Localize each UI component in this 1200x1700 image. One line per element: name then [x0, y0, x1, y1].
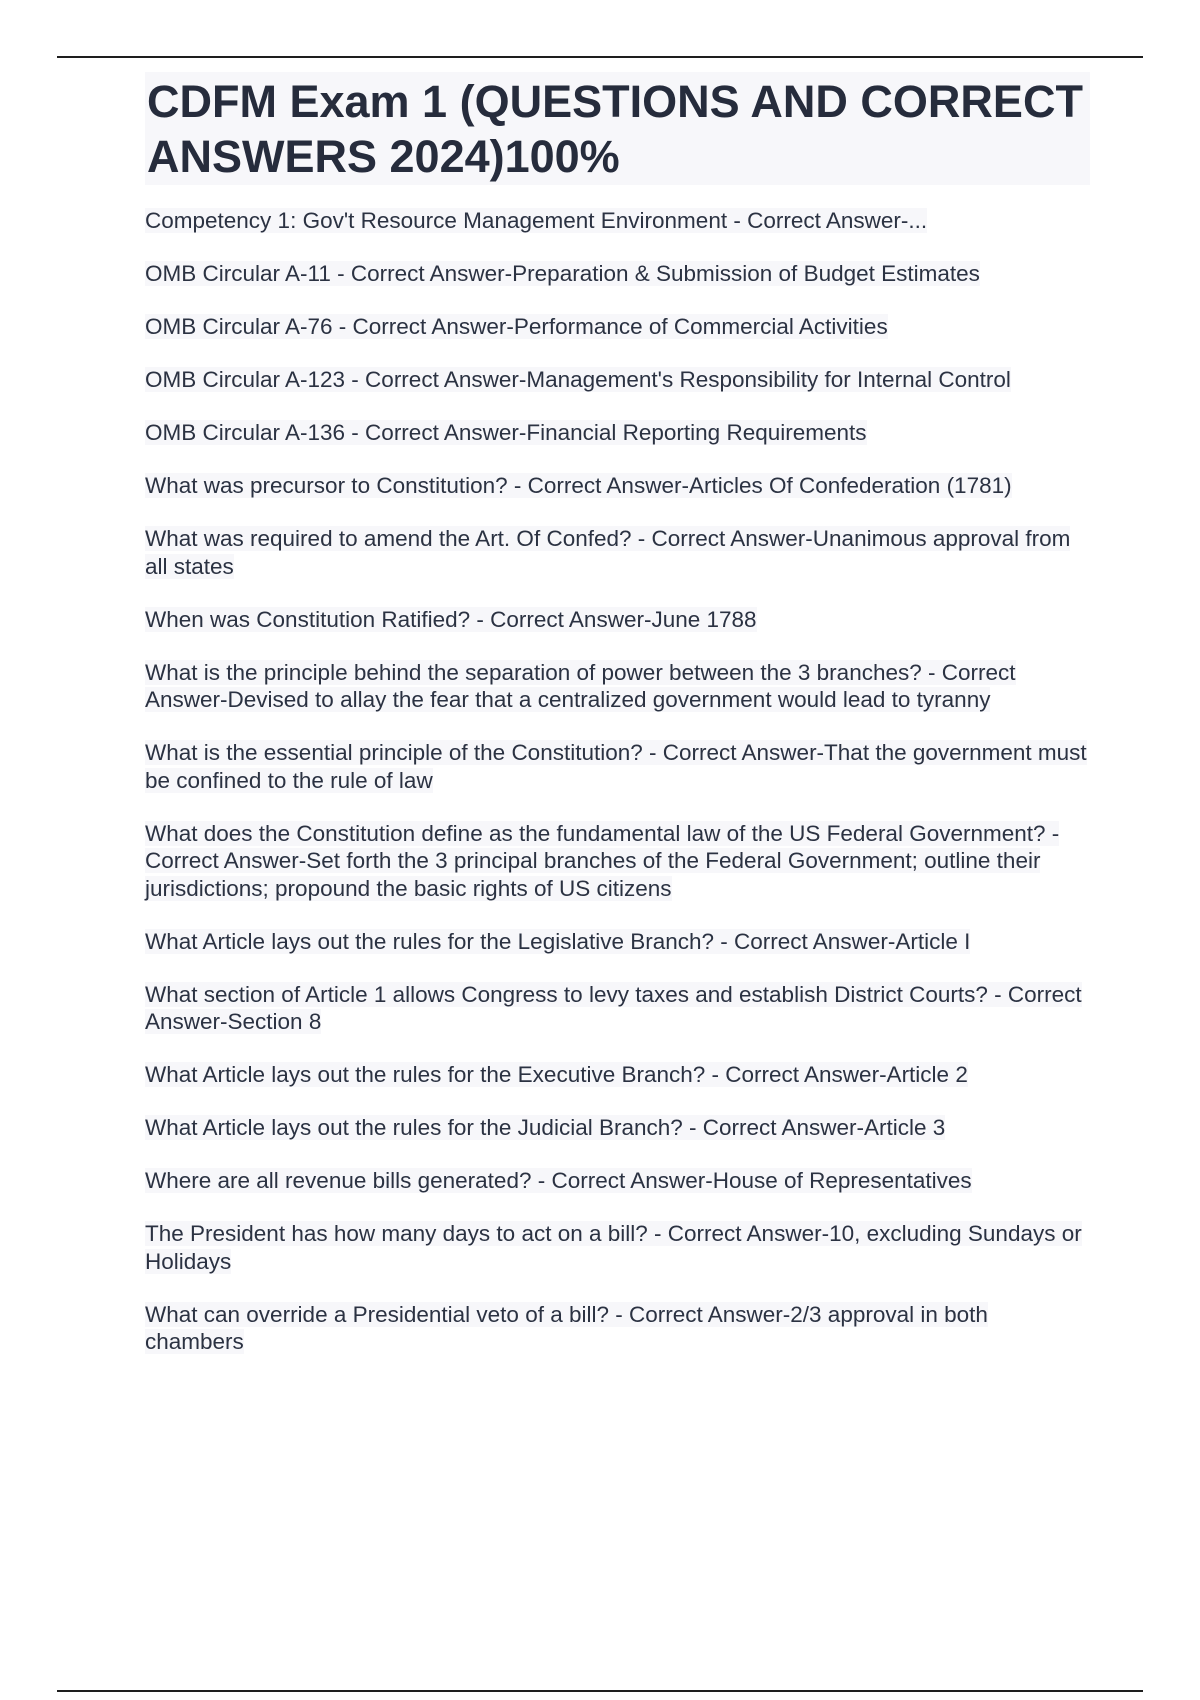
qa-item: [145, 260, 1090, 288]
qa-text: What does the Constitution define as the fundamental law of the US Federal Government? - Correct Answer-Set forth the 3 principal branches of the Federal Government; outline their jurisdictions; propound the basic rights of US citizens: [145, 820, 1060, 901]
qa-item: [145, 1301, 1090, 1356]
qa-list: [145, 207, 1090, 1356]
qa-text: OMB Circular A-11 - Correct Answer-Preparation & Submission of Budget Estimates: [145, 261, 980, 286]
qa-item: [145, 472, 1090, 500]
qa-text: What Article lays out the rules for the Executive Branch? - Correct Answer-Article 2: [145, 1062, 968, 1087]
qa-item: [145, 659, 1090, 714]
qa-text: Competency 1: Gov't Resource Management Environment - Correct Answer-...: [145, 208, 928, 233]
qa-text: OMB Circular A-136 - Correct Answer-Financial Reporting Requirements: [145, 420, 867, 445]
qa-text: What Article lays out the rules for the Judicial Branch? - Correct Answer-Article 3: [145, 1115, 946, 1140]
qa-text: What was required to amend the Art. Of Confed? - Correct Answer-Unanimous approval from all states: [145, 526, 1071, 579]
qa-item: [145, 313, 1090, 341]
qa-text: What is the essential principle of the Constitution? - Correct Answer-That the government must be confined to the rule of law: [145, 740, 1087, 793]
qa-text: What is the principle behind the separation of power between the 3 branches? - Correct Answer-Devised to allay the fear that a centralized government would lead to tyranny: [145, 659, 1016, 712]
qa-text: OMB Circular A-76 - Correct Answer-Performance of Commercial Activities: [145, 314, 888, 339]
qa-text: The President has how many days to act on a bill? - Correct Answer-10, excluding Sundays or Holidays: [145, 1221, 1082, 1274]
qa-item: [145, 1114, 1090, 1142]
document-body: [145, 72, 1090, 1381]
qa-text: When was Constitution Ratified? - Correct Answer-June 1788: [145, 606, 757, 632]
qa-item: [145, 207, 1090, 235]
qa-item: [145, 928, 1090, 956]
qa-item: [145, 820, 1090, 903]
qa-item: [145, 606, 1090, 634]
qa-text: OMB Circular A-123 - Correct Answer-Management's Responsibility for Internal Control: [145, 367, 1011, 392]
qa-text: What section of Article 1 allows Congress to levy taxes and establish District Courts? - Correct Answer-Section 8: [145, 981, 1082, 1034]
qa-text: What Article lays out the rules for the Legislative Branch? - Correct Answer-Article I: [145, 928, 971, 954]
qa-item: [145, 419, 1090, 447]
qa-item: [145, 366, 1090, 394]
top-rule: [57, 56, 1143, 58]
qa-text: Where are all revenue bills generated? - Correct Answer-House of Representatives: [145, 1168, 972, 1193]
qa-item: [145, 981, 1090, 1036]
document-title: CDFM Exam 1 (QUESTIONS AND CORRECT ANSWERS 2024)100%: [145, 72, 1090, 185]
qa-item: [145, 1220, 1090, 1275]
bottom-rule: [57, 1690, 1143, 1692]
qa-item: [145, 739, 1090, 794]
qa-item: [145, 1167, 1090, 1195]
qa-text: What was precursor to Constitution? - Correct Answer-Articles Of Confederation (1781): [145, 473, 1012, 498]
qa-item: [145, 1061, 1090, 1089]
qa-text: What can override a Presidential veto of a bill? - Correct Answer-2/3 approval in both chambers: [145, 1301, 988, 1354]
qa-item: [145, 525, 1090, 580]
